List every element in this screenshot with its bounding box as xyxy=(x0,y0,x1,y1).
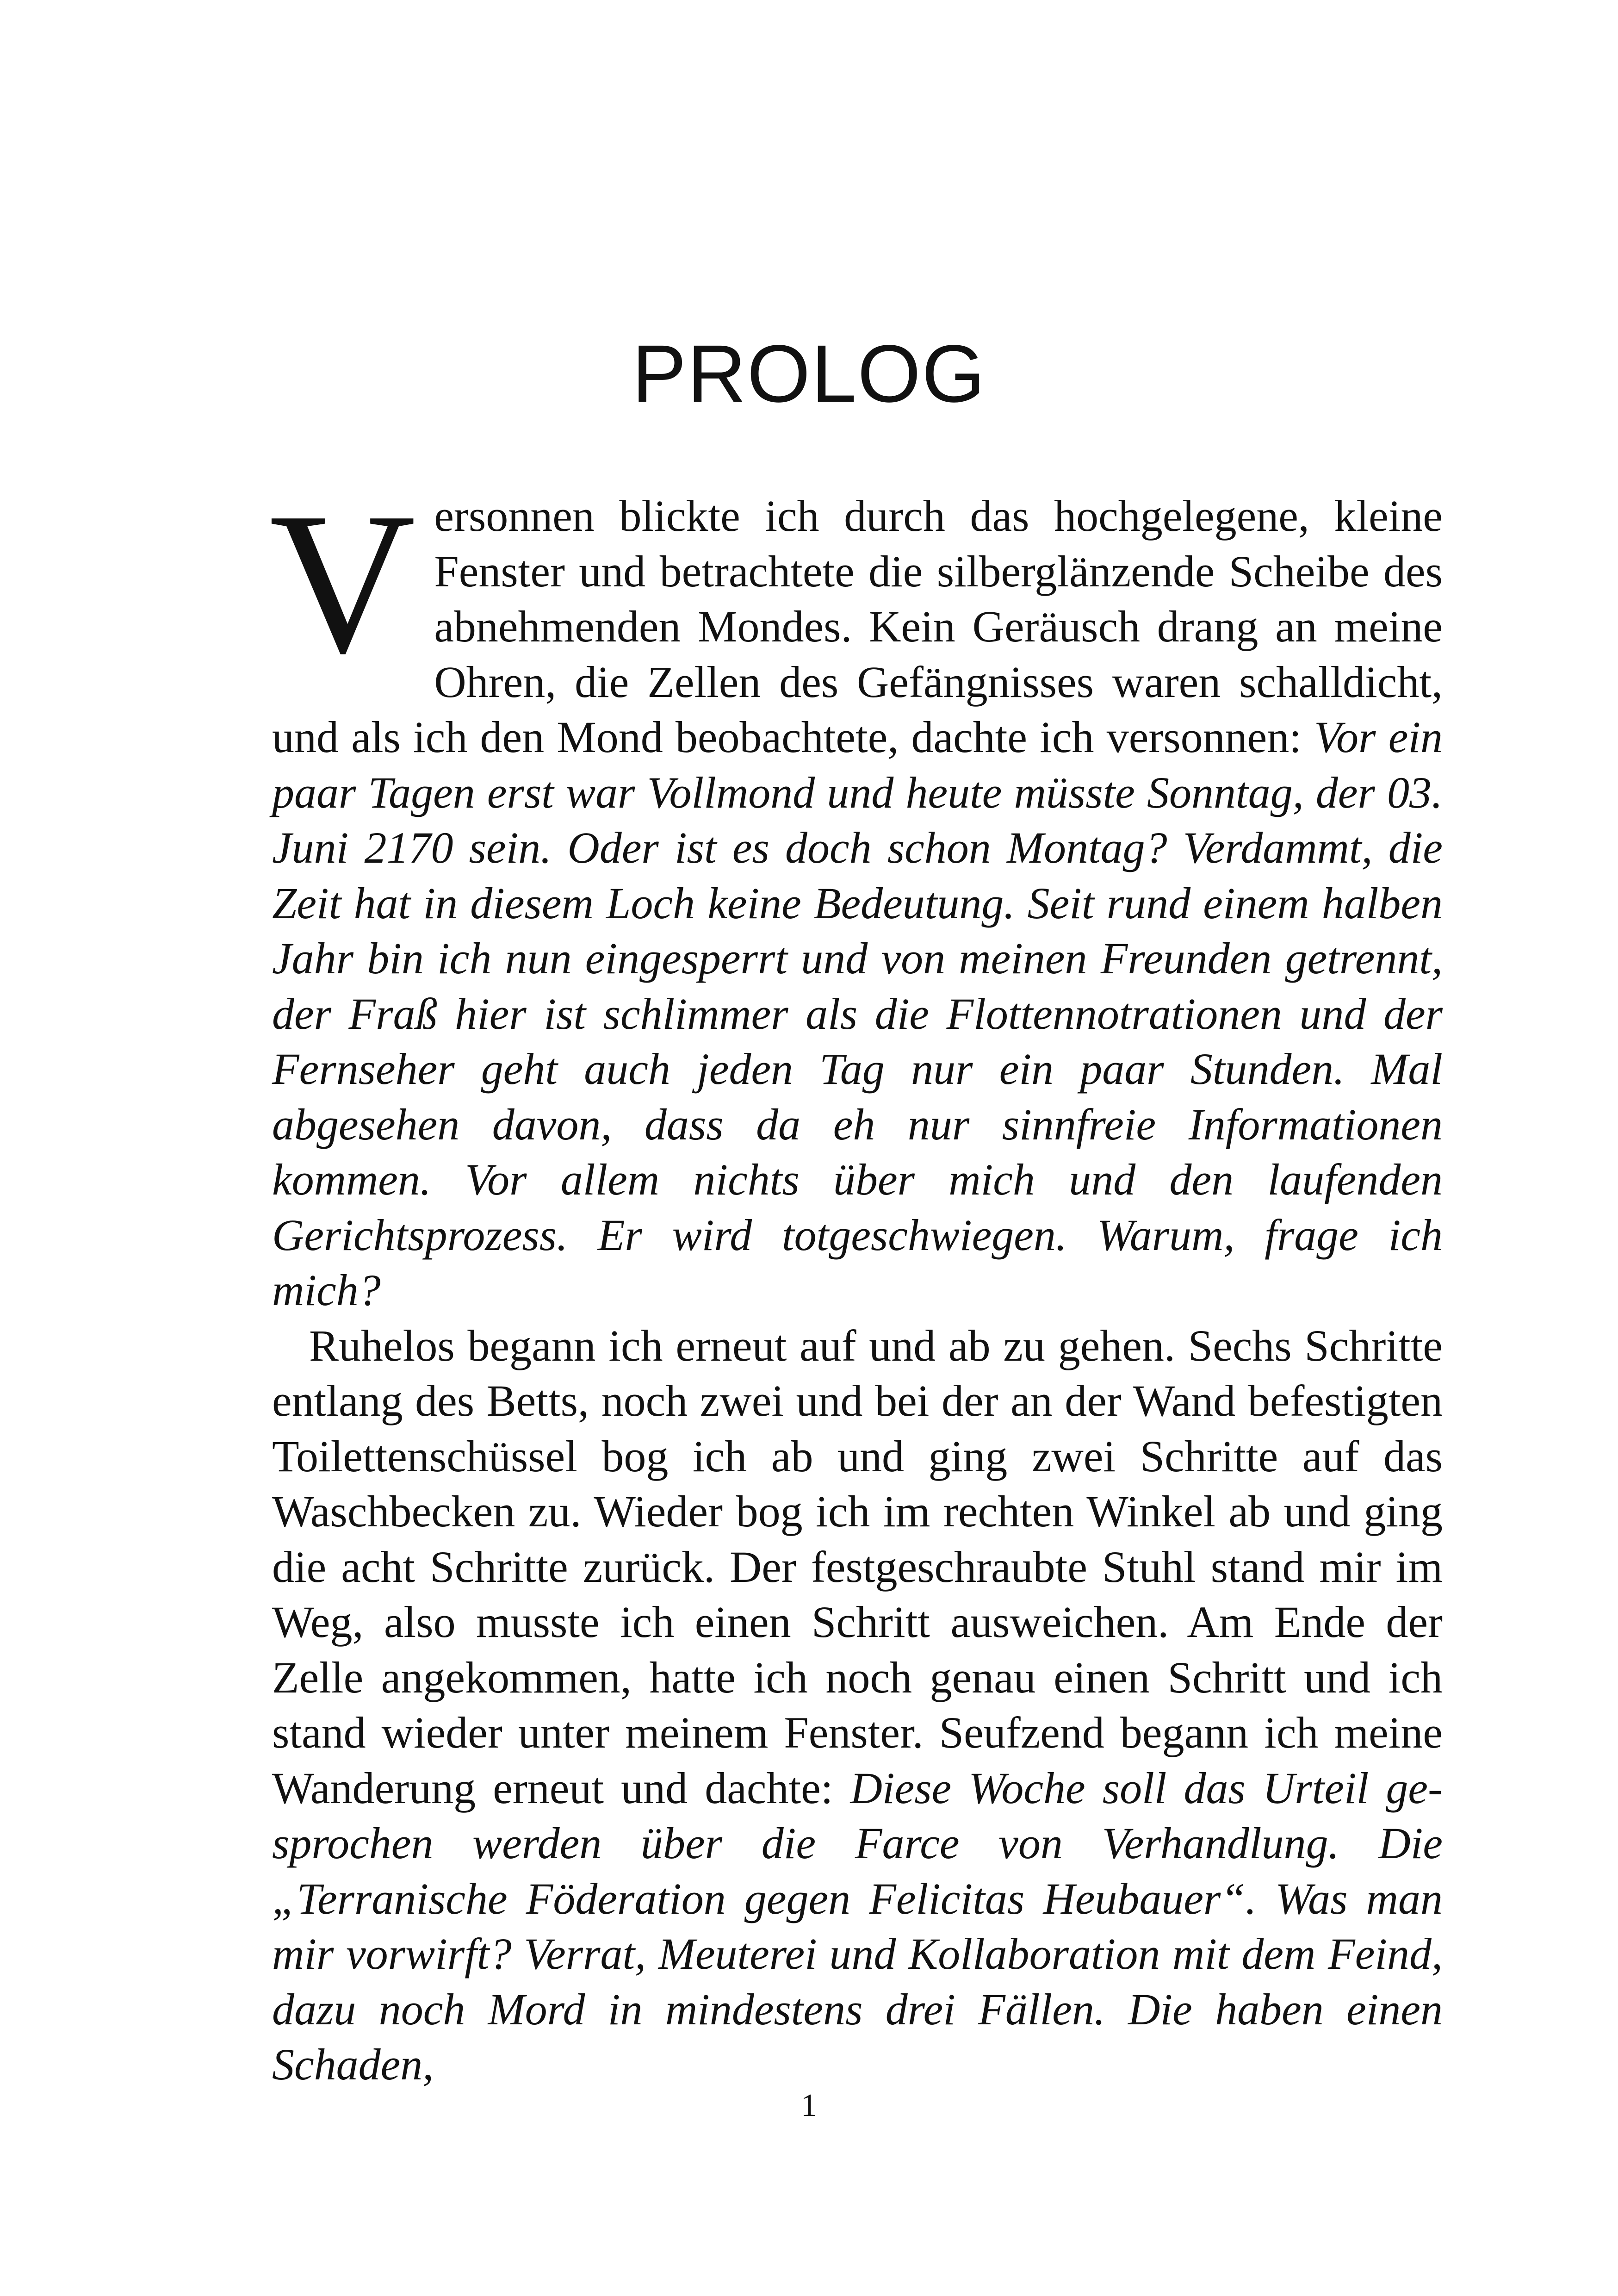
paragraph-2-narration: Ruhelos begann ich erneut auf und ab zu gehen. Sechs Schritte entlang des Betts, noch zwei und bei der an der Wand befestigten Toilettenschüssel bog ich ab und ging zwei Schritte auf das Waschbecken zu. Wieder bog ich im rechten Winkel ab und ging die acht Schritte zurück. Der festgeschraubte Stuhl stand mir im Weg, also musste ich einen Schritt ausweichen. Am Ende der Zelle angekommen, hatte ich noch genau einen Schritt und ich stand wieder unter meinem Fenster. Seufzend begann ich meine Wanderung erneut und dachte: xyxy=(272,1320,1443,1813)
chapter-title: PROLOG xyxy=(632,328,986,419)
paragraph-1-narration: ersonnen blickte ich durch das hochgelegene, kleine Fenster und betrachtete die silberglänzende Scheibe des abnehmenden Mondes. Kein Geräusch drang an meine Ohren, die Zellen des Gefängnisses waren schalldicht, und als ich den Mond beobachtete, dachte ich versonnen: xyxy=(272,491,1443,762)
page-number: 1 xyxy=(801,2088,817,2123)
paragraph-2 xyxy=(272,1318,1443,2092)
paragraph-2-thought: Diese Woche soll das Urteil gesprochen werden über die Farce von Verhandlung. Die „Terranische Föderation gegen Felicitas Heubauer“. Was man mir vorwirft? Verrat, Meuterei und Kollaboration mit dem Feind, dazu noch Mord in mindestens drei Fällen. Die haben einen Schaden, xyxy=(272,1763,1443,2089)
paragraph-1-thought: Vor ein paar Tagen erst war Vollmond und heute müsste Sonntag, der 03. Juni 2170 sein. Oder ist es doch schon Montag? Verdammt, die Zeit hat in diesem Loch keine Bedeutung. Seit rund einem halben Jahr bin ich nun eingesperrt und von meinen Freunden getrennt, der Fraß hier ist schlimmer als die Flottennotrationen und der Fernseher geht auch jeden Tag nur ein paar Stunden. Mal abgesehen davon, dass da eh nur sinnfreie Informationen kommen. Vor allem nichts über mich und den laufenden Gerichtsprozess. Er wird totgeschwiegen. Warum, frage ich mich? xyxy=(272,712,1443,1315)
drop-cap: V xyxy=(269,471,416,695)
paragraph-1 xyxy=(269,471,1443,1318)
body-text xyxy=(269,471,1443,2092)
